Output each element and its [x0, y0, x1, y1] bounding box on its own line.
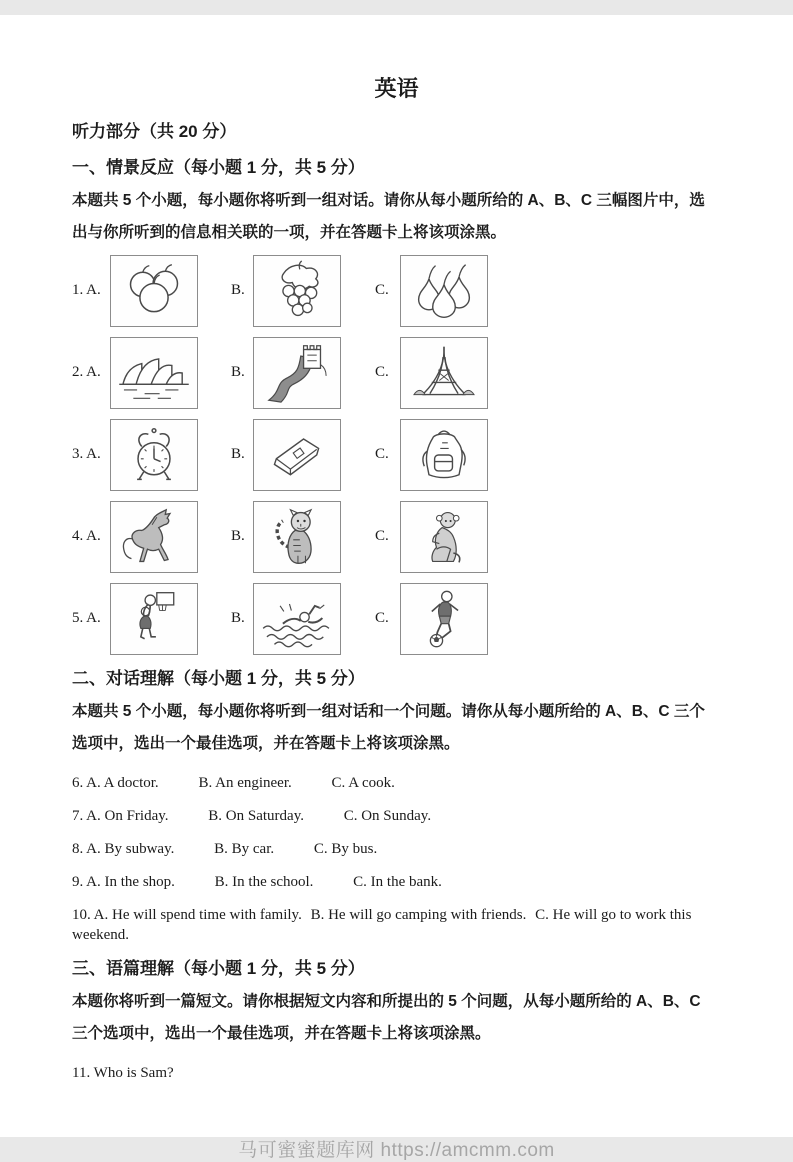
question-1-option-a-label: 1. A. [72, 282, 101, 299]
question-2-option-c-box [400, 337, 488, 409]
exam-paper-page [0, 15, 793, 1161]
question-5-option-a-label: 5. A. [72, 610, 101, 627]
question-8-option-b: B. By car. [214, 840, 275, 857]
question-9-line [72, 872, 731, 892]
question-6-option-b: B. An engineer. [198, 774, 292, 791]
listening-section-title: 听力部分（共 20 分） [72, 121, 237, 141]
question-3-option-b-box [253, 419, 341, 491]
question-4-option-c-label: C. [375, 528, 389, 545]
page-title: 英语 [374, 75, 419, 101]
part3-intro [72, 986, 731, 1050]
part1-heading: 一、情景反应（每小题 1 分，共 5 分） [72, 157, 365, 177]
question-2-option-b-label: B. [231, 364, 245, 381]
question-4-option-a-label: 4. A. [72, 528, 101, 545]
question-4-option-b-box [253, 501, 341, 573]
question-7-line [72, 806, 731, 826]
question-10-option-b: B. He will go camping with friends. [310, 906, 527, 923]
question-8-line [72, 839, 731, 859]
question-7-option-b: B. On Saturday. [208, 807, 304, 824]
part3-intro-line-2: 三个选项中，选出一个最佳选项，并在答题卡上将该项涂黑。 [72, 1024, 491, 1042]
great-wall-icon [257, 342, 337, 404]
horse-icon [114, 506, 194, 568]
question-7-option-c: C. On Sunday. [343, 807, 432, 824]
question-10-option-a: 10. A. He will spend time with family. [72, 906, 302, 923]
grapes-icon [257, 260, 337, 322]
question-1-option-b-box [253, 255, 341, 327]
picture-options-grid [72, 255, 793, 655]
part2-intro [72, 696, 731, 760]
question-3-option-a-box [110, 419, 198, 491]
question-4-option-c-box [400, 501, 488, 573]
pears-icon [404, 260, 484, 322]
question-8-option-c: C. By bus. [313, 840, 378, 857]
question-11-line [72, 1063, 731, 1083]
question-2-option-b-box [253, 337, 341, 409]
part3-intro-line-1: 本题你将听到一篇短文。请你根据短文内容和所提出的 5 个问题，从每小题所给的 A、B、C [72, 992, 701, 1010]
part2-intro-line-2: 选项中，选出一个最佳选项，并在答题卡上将该项涂黑。 [72, 734, 460, 752]
monkey-icon [404, 506, 484, 568]
question-2-option-a-box [110, 337, 198, 409]
question-1-option-c-box [400, 255, 488, 327]
question-3-picture-row [72, 419, 793, 491]
apples-icon [114, 260, 194, 322]
question-6-line [72, 773, 731, 793]
question-2-option-a-label: 2. A. [72, 364, 101, 381]
question-4-option-b-label: B. [231, 528, 245, 545]
question-10-option-c: C. He will go to work this weekend. [72, 906, 692, 943]
basketball-player-icon [114, 588, 194, 650]
question-5-picture-row [72, 583, 793, 655]
swimmer-icon [257, 588, 337, 650]
part1-intro [72, 185, 731, 249]
question-5-option-a-box [110, 583, 198, 655]
question-4-option-a-box [110, 501, 198, 573]
question-2-option-c-label: C. [375, 364, 389, 381]
question-6-option-c: C. A cook. [331, 774, 395, 791]
sydney-opera-house-icon [114, 342, 194, 404]
question-11-text: 11. Who is Sam? [72, 1064, 174, 1081]
part2-intro-line-1: 本题共 5 个小题，每小题你将听到一组对话和一个问题。请你从每小题所给的 A、B、C 三个 [72, 702, 705, 720]
eiffel-tower-icon [404, 342, 484, 404]
question-1-option-b-label: B. [231, 282, 245, 299]
question-5-option-b-box [253, 583, 341, 655]
book-icon [257, 424, 337, 486]
part2-heading: 二、对话理解（每小题 1 分，共 5 分） [72, 668, 365, 688]
question-2-picture-row [72, 337, 793, 409]
question-4-picture-row [72, 501, 793, 573]
backpack-icon [404, 424, 484, 486]
question-8-option-a: 8. A. By subway. [72, 840, 175, 857]
question-5-option-b-label: B. [231, 610, 245, 627]
alarm-clock-icon [114, 424, 194, 486]
question-9-option-c: C. In the bank. [353, 873, 442, 890]
question-5-option-c-box [400, 583, 488, 655]
question-9-option-b: B. In the school. [214, 873, 314, 890]
question-3-option-c-box [400, 419, 488, 491]
question-9-option-a: 9. A. In the shop. [72, 873, 175, 890]
part1-intro-line-2: 出与你所听到的信息相关联的一项，并在答题卡上将该项涂黑。 [72, 223, 507, 241]
question-6-option-a: 6. A. A doctor. [72, 774, 159, 791]
question-1-picture-row [72, 255, 793, 327]
question-3-option-a-label: 3. A. [72, 446, 101, 463]
part1-intro-line-1: 本题共 5 个小题，每小题你将听到一组对话。请你从每小题所给的 A、B、C 三幅图片中，选 [72, 191, 705, 209]
tiger-icon [257, 506, 337, 568]
soccer-player-icon [404, 588, 484, 650]
question-7-option-a: 7. A. On Friday. [72, 807, 169, 824]
question-1-option-c-label: C. [375, 282, 389, 299]
question-5-option-c-label: C. [375, 610, 389, 627]
part3-heading: 三、语篇理解（每小题 1 分，共 5 分） [72, 958, 365, 978]
question-10-line [72, 905, 731, 945]
question-3-option-c-label: C. [375, 446, 389, 463]
question-1-option-a-box [110, 255, 198, 327]
footer-watermark: 马可蜜蜜题库网 https://amcmm.com [238, 1139, 555, 1161]
question-3-option-b-label: B. [231, 446, 245, 463]
